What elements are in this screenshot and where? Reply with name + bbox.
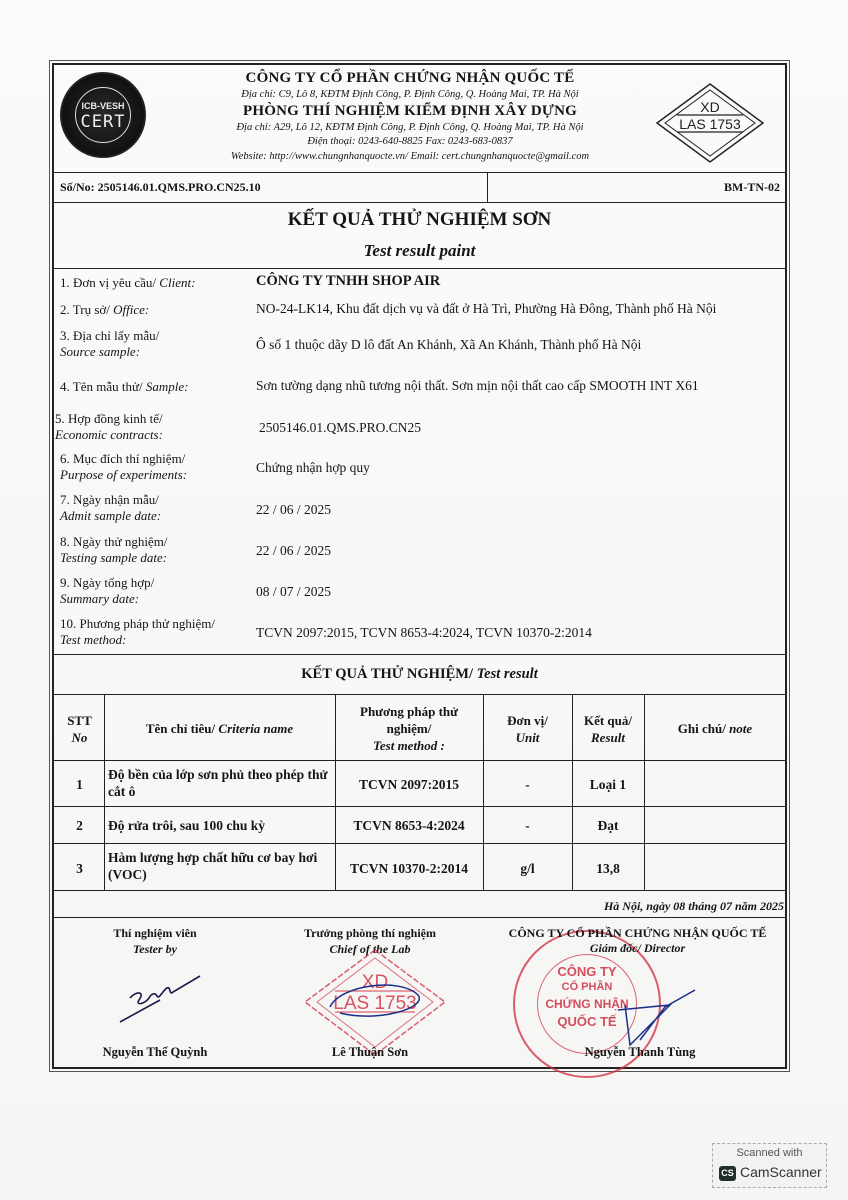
phone-fax: Điện thoại: 0243-640-8825 Fax: 0243-683-0837 bbox=[307, 136, 513, 147]
row-1-result: Loại 1 bbox=[589, 777, 627, 792]
purpose-value: Chứng nhận hợp quy bbox=[256, 460, 370, 475]
test-method-label: 10. Phương pháp thử nghiệm/ Test method: bbox=[60, 616, 215, 647]
row-2-unit: - bbox=[525, 818, 530, 833]
page-subtitle: Test result paint bbox=[363, 241, 476, 260]
company-name: CÔNG TY CỔ PHẦN CHỨNG NHẬN QUỐC TẾ bbox=[245, 70, 575, 86]
row-1-criteria: Độ bền của lớp sơn phủ theo phép thử cắt ô bbox=[108, 767, 328, 799]
header-result: Kết quả/ Result bbox=[583, 713, 633, 745]
las-xd-stamp-icon bbox=[300, 945, 450, 1060]
row-2-no: 2 bbox=[76, 818, 83, 833]
header-test-method: Phương pháp thử nghiệm/ Test method : bbox=[360, 704, 458, 753]
divider bbox=[53, 917, 786, 918]
icb-vesh-cert-logo-icon: ICB-VESH CERT bbox=[60, 72, 146, 158]
sample-value: Sơn tường dạng nhũ tương nội thất. Sơn mịn nội thất cao cấp SMOOTH INT X61 bbox=[256, 378, 699, 393]
table-divider bbox=[53, 806, 786, 807]
divider bbox=[53, 172, 786, 173]
testing-date-value: 22 / 06 / 2025 bbox=[256, 543, 332, 558]
document-number: Số/No: 2505146.01.QMS.PRO.CN25.10 bbox=[60, 180, 261, 194]
header-unit: Đơn vị/ Unit bbox=[507, 713, 548, 745]
row-3-no: 3 bbox=[76, 861, 83, 876]
client-value: CÔNG TY TNHH SHOP AIR bbox=[256, 273, 441, 289]
summary-date-label: 9. Ngày tổng hợp/ Summary date: bbox=[60, 575, 155, 606]
camscanner-logo-icon: CS bbox=[719, 1166, 736, 1181]
test-method-value: TCVN 2097:2015, TCVN 8653-4:2024, TCVN 10370-2:2014 bbox=[256, 625, 592, 640]
camscanner-watermark: Scanned with CS CamScanner bbox=[712, 1143, 827, 1188]
divider bbox=[53, 268, 786, 269]
form-code: BM-TN-02 bbox=[724, 180, 780, 194]
office-label: 2. Trụ sở/ Office: bbox=[60, 302, 150, 317]
testing-date-label: 8. Ngày thử nghiệm/ Testing sample date: bbox=[60, 534, 168, 565]
purpose-label: 6. Mục đích thí nghiệm/ Purpose of experiments: bbox=[60, 451, 188, 482]
tester-title: Thí nghiệm viên Tester by bbox=[113, 926, 197, 956]
lab-address: Địa chỉ: A29, Lô 12, KĐTM Định Công, P. Định Công, Q. Hoàng Mai, TP. Hà Nội bbox=[236, 122, 584, 133]
company-seal-stamp-icon: CÔNG TY CỔ PHẦN CHỨNG NHẬN QUỐC TẾ bbox=[513, 930, 661, 1078]
tester-signature-icon bbox=[115, 970, 205, 1030]
svg-text:LAS 1753: LAS 1753 bbox=[333, 993, 417, 1014]
tester-name: Nguyễn Thế Quỳnh bbox=[102, 1045, 208, 1059]
website-email: Website: http://www.chungnhanquocte.vn/ Email: cert.chungnhanquocte@gmail.com bbox=[230, 151, 590, 162]
director-org: CÔNG TY CỔ PHẦN CHỨNG NHẬN QUỐC TẾ bbox=[508, 926, 767, 940]
row-1-method: TCVN 2097:2015 bbox=[358, 777, 460, 792]
row-3-result: 13,8 bbox=[596, 861, 620, 876]
row-2-criteria: Độ rửa trôi, sau 100 chu kỳ bbox=[108, 818, 265, 833]
contract-label: 5. Hợp đồng kinh tế/ Economic contracts: bbox=[55, 411, 163, 442]
row-3-unit: g/l bbox=[520, 861, 535, 876]
sample-label: 4. Tên mẫu thử/ Sample: bbox=[60, 379, 189, 394]
header-note: Ghi chú/ note bbox=[677, 721, 753, 736]
row-2-method: TCVN 8653-4:2024 bbox=[353, 818, 465, 833]
row-2-result: Đạt bbox=[597, 818, 619, 833]
row-3-criteria: Hàm lượng hợp chất hữu cơ bay hơi (VOC) bbox=[108, 850, 318, 882]
lab-name: PHÒNG THÍ NGHIỆM KIỂM ĐỊNH XÂY DỰNG bbox=[243, 103, 577, 119]
chief-title: Trưởng phòng thí nghiệm Chief of the Lab bbox=[304, 926, 436, 956]
header-no: STT No bbox=[67, 713, 92, 745]
table-divider bbox=[53, 890, 786, 891]
admit-date-value: 22 / 06 / 2025 bbox=[256, 502, 332, 517]
admit-date-label: 7. Ngày nhận mẫu/ Admit sample date: bbox=[60, 492, 162, 523]
divider bbox=[487, 172, 488, 202]
page-title: KẾT QUẢ THỬ NGHIỆM SƠN bbox=[287, 209, 552, 230]
row-1-no: 1 bbox=[76, 777, 83, 792]
las-xd-logo-icon bbox=[655, 82, 765, 164]
table-divider bbox=[53, 760, 786, 761]
svg-text:XD: XD bbox=[361, 972, 389, 993]
divider bbox=[53, 202, 786, 203]
header-criteria-name: Tên chỉ tiêu/ Criteria name bbox=[145, 721, 294, 736]
source-sample-value: Ô số 1 thuộc dãy D lô đất An Khánh, Xã An Khánh, Thành phố Hà Nội bbox=[256, 337, 642, 352]
summary-date-value: 08 / 07 / 2025 bbox=[256, 584, 332, 599]
row-3-method: TCVN 10370-2:2014 bbox=[349, 861, 469, 876]
svg-text:XD: XD bbox=[700, 99, 720, 115]
contract-value: 2505146.01.QMS.PRO.CN25 bbox=[259, 420, 422, 435]
company-address: Địa chỉ: C9, Lô 8, KĐTM Định Công, P. Định Công, Q. Hoàng Mai, TP. Hà Nội bbox=[241, 89, 579, 100]
divider bbox=[53, 654, 786, 655]
table-divider bbox=[53, 843, 786, 844]
source-sample-label: 3. Địa chỉ lấy mẫu/ Source sample: bbox=[60, 328, 160, 359]
chief-name: Lê Thuận Sơn bbox=[331, 1045, 409, 1059]
results-section-title: KẾT QUẢ THỬ NGHIỆM/ Test result bbox=[301, 666, 538, 682]
office-value: NO-24-LK14, Khu đất dịch vụ và đất ở Hà Trì, Phường Hà Đông, Thành phố Hà Nội bbox=[256, 301, 717, 316]
director-title: Giám đốc/ Director bbox=[589, 941, 686, 955]
director-name: Nguyễn Thanh Tùng bbox=[584, 1045, 696, 1059]
client-label: 1. Đơn vị yêu cầu/ Client: bbox=[60, 275, 196, 290]
svg-text:LAS 1753: LAS 1753 bbox=[679, 116, 741, 132]
place-date: Hà Nội, ngày 08 tháng 07 năm 2025 bbox=[603, 899, 784, 913]
row-1-unit: - bbox=[525, 777, 530, 792]
divider bbox=[53, 694, 786, 695]
